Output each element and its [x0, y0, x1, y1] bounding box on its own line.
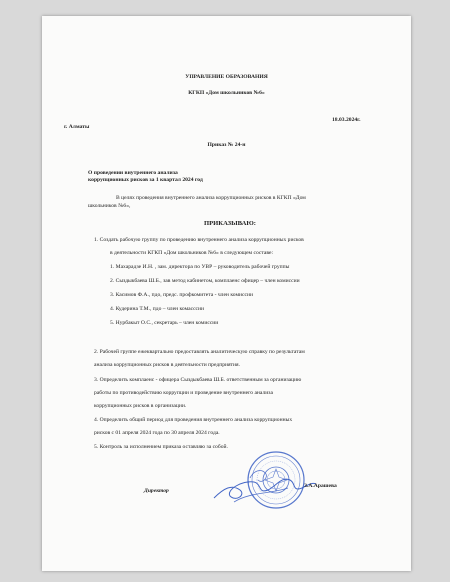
order-date: 18.03.2024г.	[332, 117, 361, 123]
signature-name: З.А.Арашева	[304, 483, 337, 489]
institution-name: КГКП «Дом школьников №6»	[188, 90, 265, 96]
intro-line-2: школьников №6»,	[88, 203, 131, 209]
member-item: 5. Нурбакыт О.С., секретарь – член комиссии	[110, 320, 219, 326]
subject-line-2: коррупционных рисков за 1 квартал 2024 год	[88, 177, 203, 183]
order-word: ПРИКАЗЫВАЮ:	[204, 220, 256, 227]
item-3-line-1: 3. Определить комплаенс - офицера Сыздыкбаева Ш.Б. ответственным за организацию	[94, 377, 302, 383]
member-item: 1. Махарадзе И.Н. , зам. директора по УВР – руководитель рабочей группы	[110, 264, 290, 270]
item-3-line-2: работы по противодействию коррупции и проведение внутреннего анализа	[94, 390, 273, 396]
city: г. Алматы	[64, 124, 90, 130]
member-item: 2. Сыздыкбаева Ш.Б., зав метод кабинетом, комплаенс офицер – член комиссии	[110, 278, 300, 284]
item-2-line-1: 2. Рабочей группе ежеквартально предоставлять аналитическую справку по результатам	[94, 349, 305, 355]
item-4-line-2: рисков с 01 апреля 2024 года по 30 апреля 2024 года.	[94, 430, 220, 436]
org-title: УПРАВЛЕНИЕ ОБРАЗОВАНИЯ	[185, 74, 268, 80]
item-2-line-2: анализа коррупционных рисков в деятельности предприятия.	[94, 362, 240, 368]
item-4-line-1: 4. Определить общий период для проведения внутреннего анализа коррупционных	[94, 417, 293, 423]
item-5: 5. Контроль за исполнением приказа оставляю за собой.	[94, 444, 228, 450]
intro-line-1: В целях проведения внутреннего анализа коррупционных рисков в КГКП «Дом	[116, 195, 306, 201]
signature-role: Директор	[144, 488, 169, 494]
item-1-line-2: в деятельности КГКП «Дом школьников №6» в следующем составе:	[110, 250, 274, 256]
item-3-line-3: коррупционных рисков в организации.	[94, 403, 187, 409]
subject-line-1: О проведении внутреннего анализа	[88, 170, 178, 176]
order-number: Приказ № 24-н	[207, 142, 246, 148]
item-1-line-1: 1. Создать рабочую группу по проведению внутреннего анализа коррупционных рисков	[94, 237, 304, 243]
member-item: 4. Кудерина Т.М., пдо – член комасссии	[110, 306, 205, 312]
member-item: 3. Касимов Ф.А., пдо, предс. профкомитета - член комиссии	[110, 292, 253, 298]
document-page	[42, 16, 411, 571]
